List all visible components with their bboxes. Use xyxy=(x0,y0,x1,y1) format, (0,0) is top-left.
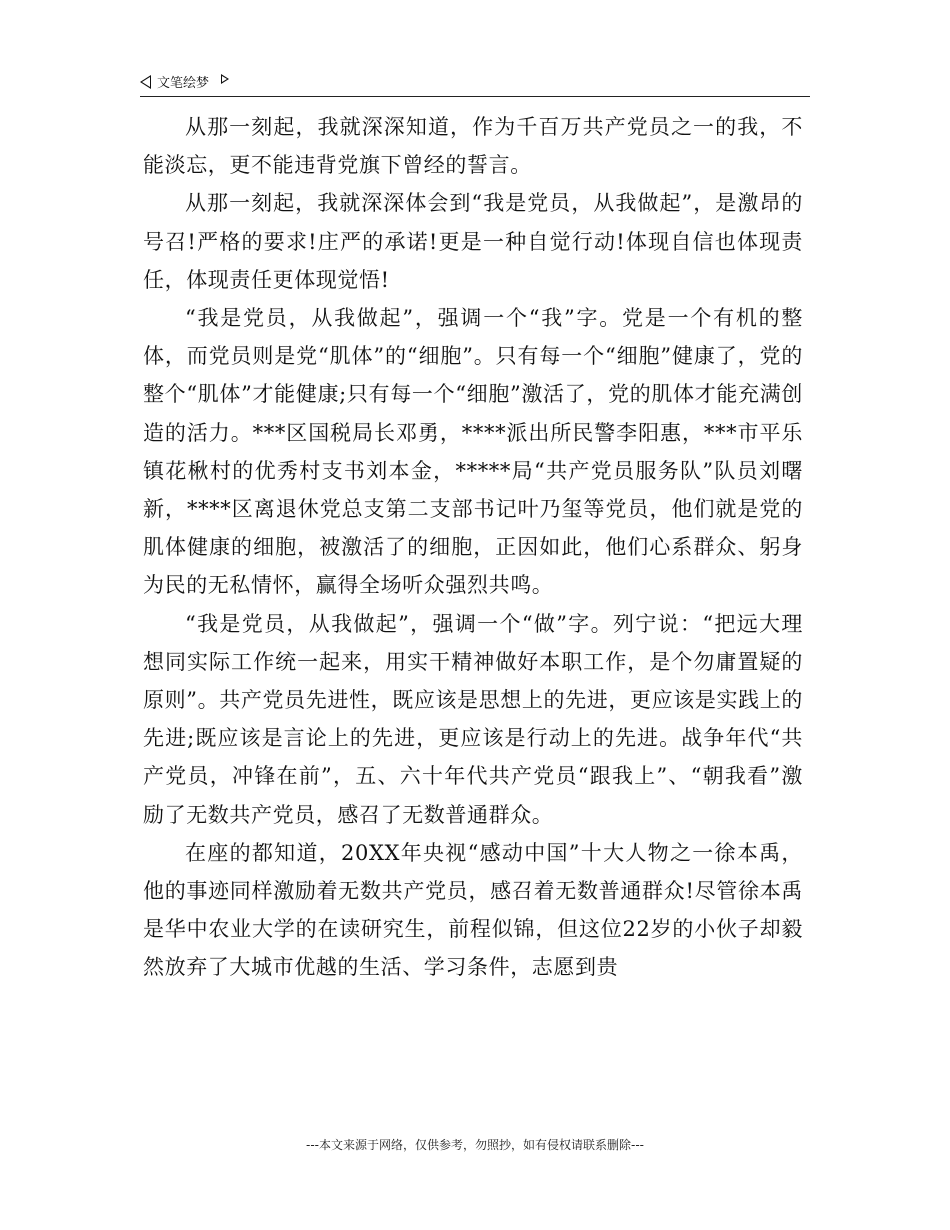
paragraph: “我是党员，从我做起”，强调一个“我”字。党是一个有机的整体，而党员则是党“肌体”的“细胞”。只有每一个“细胞”健康了，党的整个“肌体”才能健康;只有每一个“细胞”激活了，党的肌体才能充满创造的活力。***区国税局长邓勇，****派出所民警李阳惠，***市平乐镇花楸村的优秀村支书刘本金，*****局“共产党员服务队”队员刘曙新，****区离退休党总支第二支部书记叶乃玺等党员，他们就是党的肌体健康的细胞，被激活了的细胞，正因如此，他们心系群众、躬身为民的无私情怀，赢得全场听众强烈共鸣。 xyxy=(143,306,803,598)
header-brand xyxy=(140,72,229,91)
paragraph: 从那一刻起，我就深深知道，作为千百万共产党员之一的我，不能淡忘，更不能违背党旗下曾经的誓言。 xyxy=(143,115,803,178)
triangle-left-icon xyxy=(140,75,151,89)
document-body xyxy=(143,108,803,987)
footer-notice: ---本文来源于网络，仅供参考，勿照抄，如有侵权请联系删除--- xyxy=(306,1138,644,1152)
paragraph: 在座的都知道，20XX年央视“感动中国”十大人物之一徐本禹，他的事迹同样激励着无数共产党员，感召着无数普通群众!尽管徐本禹是华中农业大学的在读研究生，前程似锦，但这位22岁的小伙子却毅然放弃了大城市优越的生活、学习条件，志愿到贵 xyxy=(143,840,803,980)
page-header xyxy=(140,70,810,97)
paragraph: 从那一刻起，我就深深体会到“我是党员，从我做起”，是激昂的号召!严格的要求!庄严的承诺!更是一种自觉行动!体现自信也体现责任，体现责任更体现觉悟! xyxy=(143,191,803,292)
header-title: 文笔绘梦 xyxy=(157,76,210,91)
triangle-right-icon xyxy=(221,74,229,84)
paragraph: “我是党员，从我做起”，强调一个“做”字。列宁说：“把远大理想同实际工作统一起来，用实干精神做好本职工作，是个勿庸置疑的原则”。共产党员先进性，既应该是思想上的先进，更应该是实践上的先进;既应该是言论上的先进，更应该是行动上的先进。战争年代“共产党员，冲锋在前”，五、六十年代共产党员“跟我上”、“朝我看”激励了无数共产党员，感召了无数普通群众。 xyxy=(143,611,803,827)
